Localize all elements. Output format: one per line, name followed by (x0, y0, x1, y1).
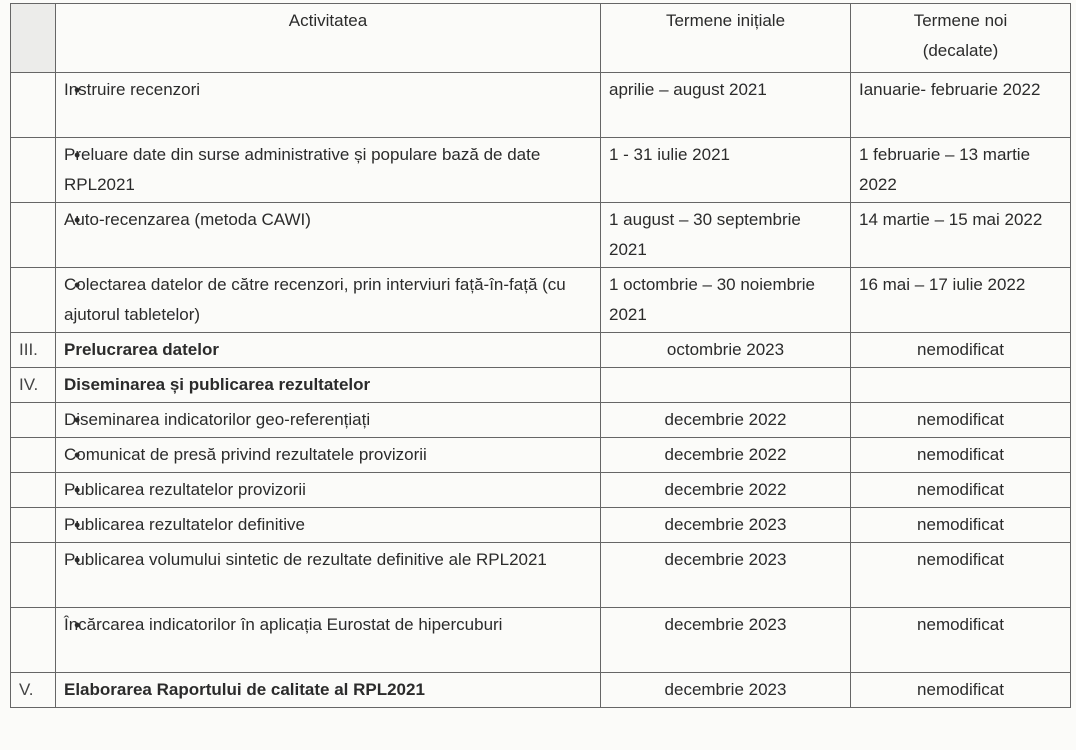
row-initial: decembrie 2022 (601, 473, 851, 508)
row-activity: • Încărcarea indicatorilor în aplicația Eurostat de hipercuburi (56, 608, 601, 673)
row-initial: aprilie – august 2021 (601, 73, 851, 138)
row-activity: • Diseminarea indicatorilor geo-referențiați (56, 403, 601, 438)
table-row (11, 368, 1071, 403)
row-num (11, 608, 56, 673)
row-new: nemodificat (851, 673, 1071, 708)
row-initial: decembrie 2022 (601, 403, 851, 438)
header-num (11, 4, 56, 73)
table-row (11, 473, 1071, 508)
row-initial: 1 august – 30 septembrie 2021 (601, 203, 851, 268)
row-num: V. (11, 673, 56, 708)
table-row (11, 333, 1071, 368)
row-num (11, 73, 56, 138)
schedule-table (10, 3, 1071, 708)
table-row (11, 543, 1071, 608)
row-new: 16 mai – 17 iulie 2022 (851, 268, 1071, 333)
row-new: nemodificat (851, 333, 1071, 368)
row-initial: decembrie 2023 (601, 673, 851, 708)
table-row (11, 203, 1071, 268)
row-num: IV. (11, 368, 56, 403)
row-num (11, 203, 56, 268)
row-activity: Prelucrarea datelor (56, 333, 601, 368)
table-row (11, 508, 1071, 543)
row-activity: • Preluare date din surse administrative și populare bază de date RPL2021 (56, 138, 601, 203)
row-new: nemodificat (851, 403, 1071, 438)
row-new: 1 februarie – 13 martie 2022 (851, 138, 1071, 203)
row-new: nemodificat (851, 438, 1071, 473)
row-num (11, 508, 56, 543)
row-num (11, 438, 56, 473)
row-num (11, 138, 56, 203)
row-new: 14 martie – 15 mai 2022 (851, 203, 1071, 268)
row-initial: 1 octombrie – 30 noiembrie 2021 (601, 268, 851, 333)
row-new: nemodificat (851, 508, 1071, 543)
table-row (11, 73, 1071, 138)
row-num (11, 543, 56, 608)
header-new-deadlines (851, 4, 1071, 73)
table-row (11, 268, 1071, 333)
header-new-line1: Termene noi (913, 11, 1008, 30)
header-row (11, 4, 1071, 73)
row-new: nemodificat (851, 608, 1071, 673)
row-activity: • Colectarea datelor de către recenzori, prin interviuri față-în-față (cu ajutorul tabletelor) (56, 268, 601, 333)
row-initial (601, 368, 851, 403)
row-activity: Elaborarea Raportului de calitate al RPL2021 (56, 673, 601, 708)
header-new-line2: (decalate) (922, 41, 999, 60)
row-new: Ianuarie- februarie 2022 (851, 73, 1071, 138)
header-initial-deadlines: Termene inițiale (601, 4, 851, 73)
row-activity: • Comunicat de presă privind rezultatele provizorii (56, 438, 601, 473)
row-initial: 1 - 31 iulie 2021 (601, 138, 851, 203)
table-row (11, 138, 1071, 203)
row-num (11, 473, 56, 508)
row-initial: decembrie 2023 (601, 608, 851, 673)
row-new: nemodificat (851, 543, 1071, 608)
table-row (11, 608, 1071, 673)
row-num (11, 268, 56, 333)
header-activity: Activitatea (56, 4, 601, 73)
row-new: nemodificat (851, 473, 1071, 508)
table-row (11, 403, 1071, 438)
row-activity: Diseminarea și publicarea rezultatelor (56, 368, 601, 403)
row-activity: • Publicarea rezultatelor definitive (56, 508, 601, 543)
table-row (11, 438, 1071, 473)
row-activity: • Publicarea rezultatelor provizorii (56, 473, 601, 508)
row-initial: decembrie 2023 (601, 508, 851, 543)
row-initial: decembrie 2023 (601, 543, 851, 608)
row-num: III. (11, 333, 56, 368)
row-activity: • Instruire recenzori (56, 73, 601, 138)
row-num (11, 403, 56, 438)
row-initial: decembrie 2022 (601, 438, 851, 473)
row-new (851, 368, 1071, 403)
row-initial: octombrie 2023 (601, 333, 851, 368)
table-row (11, 673, 1071, 708)
row-activity: • Auto-recenzarea (metoda CAWI) (56, 203, 601, 268)
row-activity: • Publicarea volumului sintetic de rezultate definitive ale RPL2021 (56, 543, 601, 608)
